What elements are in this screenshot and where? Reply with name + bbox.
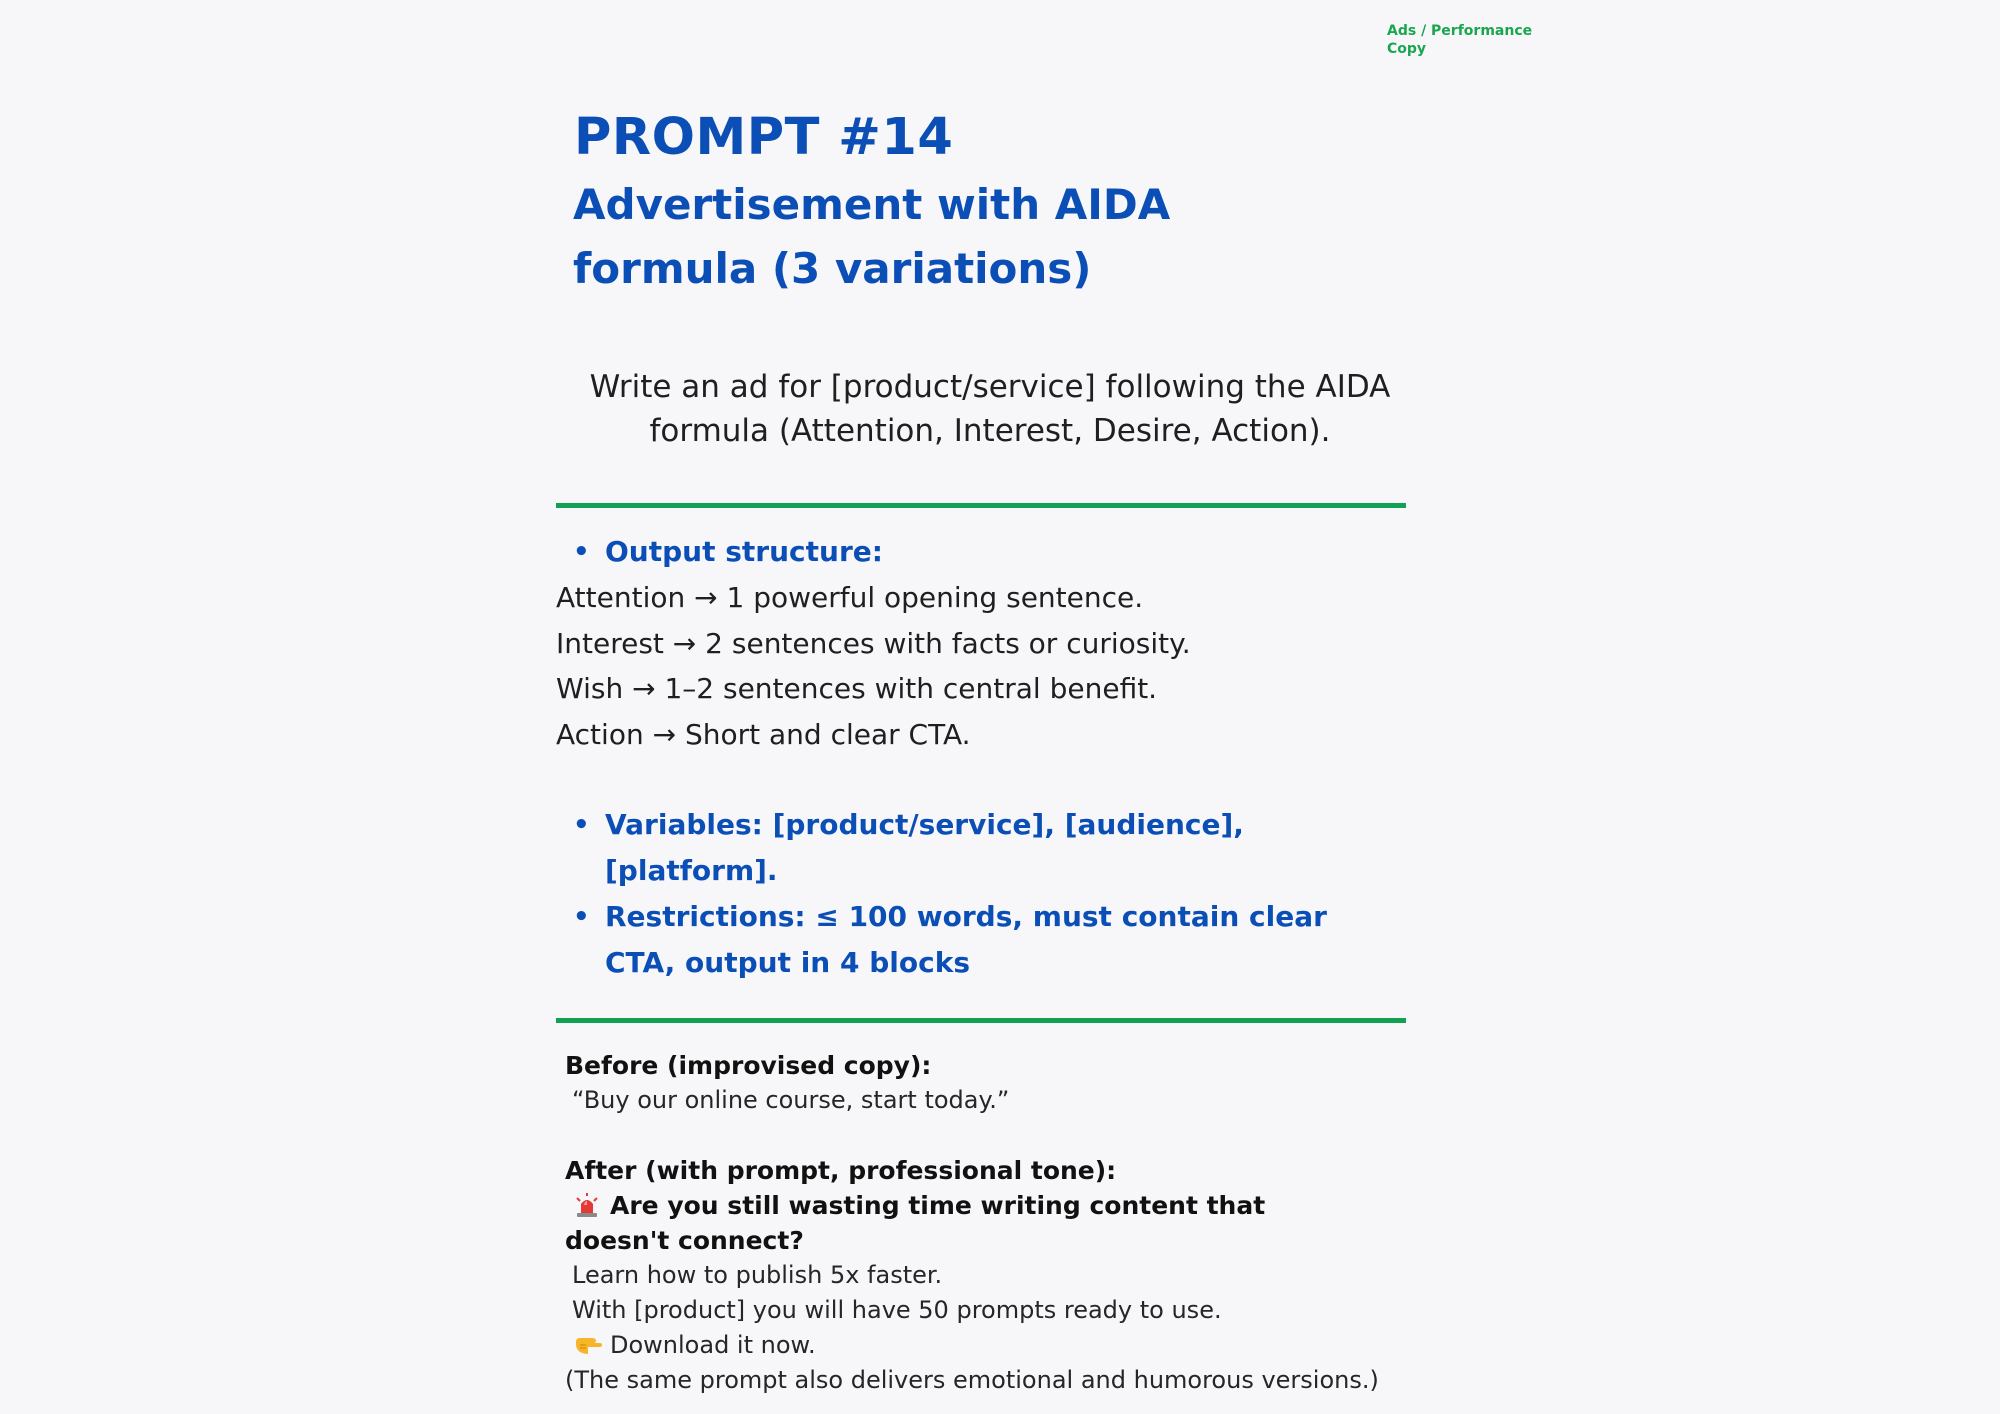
bullet-variables [573,802,1413,894]
structure-line-interest: Interest → 2 sentences with facts or curiosity. [556,626,1191,660]
after-line-2: With [product] you will have 50 prompts ready to use. [572,1296,1222,1324]
restrictions-text: Restrictions: ≤ 100 words, must contain clear CTA, output in 4 blocks [605,900,1327,979]
bullet-output-structure [573,529,1413,575]
divider-bottom [556,1018,1406,1023]
after-hook-text: Are you still wasting time writing content that doesn't connect? [565,1191,1266,1255]
page-title: PROMPT #14 [574,108,954,167]
after-cta [565,1328,1425,1363]
after-line-1: Learn how to publish 5x faster. [572,1261,943,1289]
structure-line-wish: Wish → 1–2 sentences with central benefit. [556,672,1158,705]
before-heading: Before (improvised copy): [565,1051,932,1080]
output-structure-label: Output structure: [605,535,883,568]
output-structure-list [556,575,1416,757]
divider-top [556,503,1406,508]
before-text: “Buy our online course, start today.” [572,1086,1010,1114]
bullet-dot: • [573,537,590,567]
bullet-restrictions [573,894,1383,986]
category-tag: Ads / Performance Copy [1387,23,1533,57]
bullet-dot: • [573,902,590,932]
variables-text: Variables: [product/service], [audience], [platform]. [605,808,1244,887]
after-hook [565,1188,1365,1258]
footnote: (The same prompt also delivers emotional and humorous versions.) [565,1366,1379,1394]
structure-line-attention: Attention → 1 powerful opening sentence. [556,581,1144,614]
after-heading: After (with prompt, professional tone): [565,1156,1117,1185]
example-block [565,1048,1425,1398]
bullet-dot: • [573,810,590,840]
spacer [565,1118,1425,1153]
prompt-intro: Write an ad for [product/service] following the AIDA formula (Attention, Interest, Desire, Action). [589,369,1391,449]
after-cta-text: Download it now. [610,1331,816,1359]
page-subtitle: Advertisement with AIDA formula (3 variations) [573,180,1171,293]
siren-icon [574,1191,600,1215]
pointing-hand-icon [574,1331,600,1355]
structure-line-action: Action → Short and clear CTA. [556,717,971,751]
